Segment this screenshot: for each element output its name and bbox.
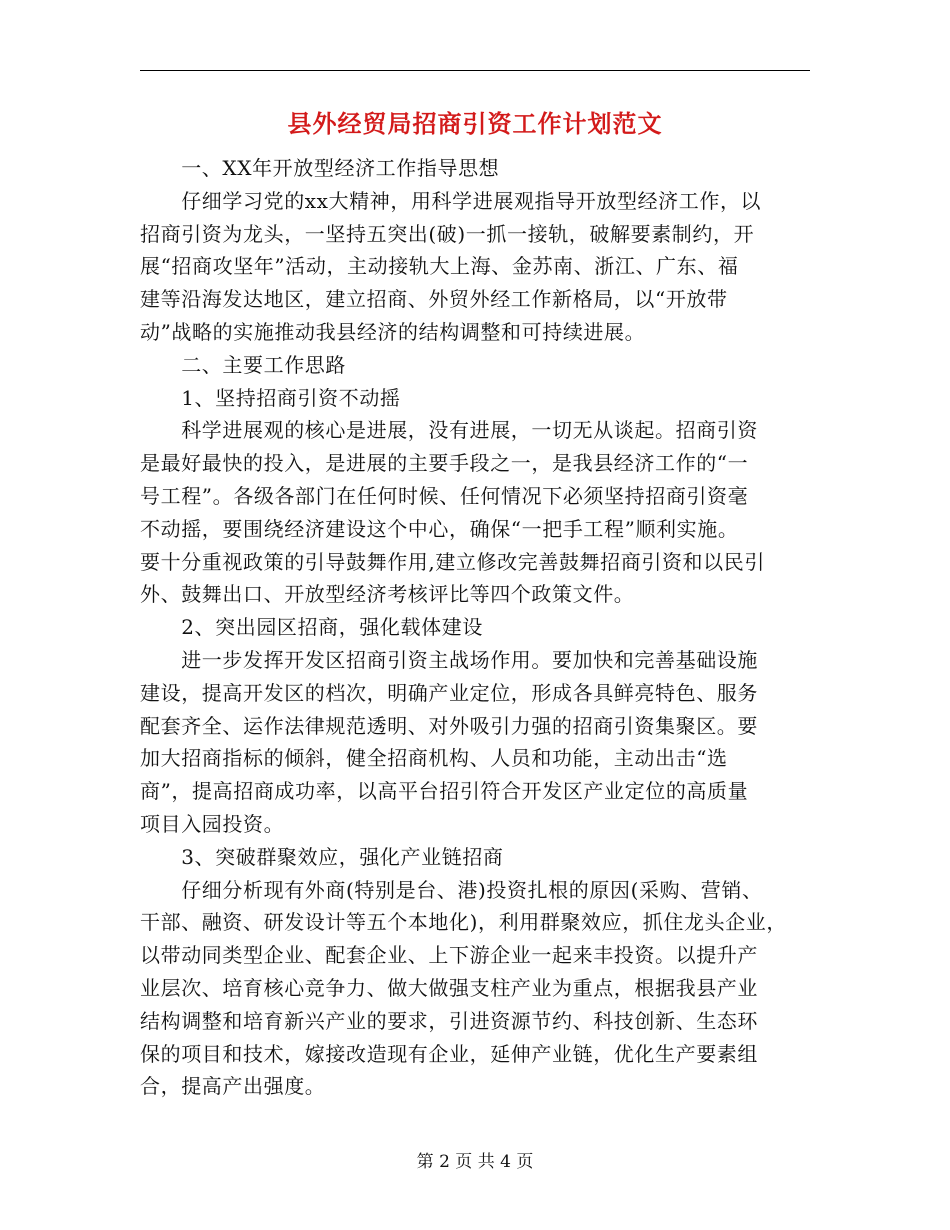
text-line: 一、XX年开放型经济工作指导思想 bbox=[140, 156, 500, 180]
text-line: 加大招商指标的倾斜，健全招商机构、人员和功能，主动出击“选 bbox=[140, 746, 728, 771]
text-line: 外、鼓舞出口、开放型经济考核评比等四个政策文件。 bbox=[140, 582, 635, 607]
text-line: 号工程”。各级各部门在任何时候、任何情况下必须坚持招商引资毫 bbox=[140, 484, 749, 508]
text-line: 3、突破群聚效应，强化产业链招商 bbox=[140, 844, 504, 869]
text-line: 二、主要工作思路 bbox=[140, 352, 346, 377]
text-line: 科学进展观的核心是进展，没有进展，一切无从谈起。招商引资 bbox=[140, 418, 758, 443]
text-line: 仔细学习党的xx大精神，用科学进展观指导开放型经济工作，以 bbox=[140, 188, 762, 213]
text-line: 展“招商攻坚年”活动，主动接轨大上海、金苏南、浙江、广东、福 bbox=[140, 254, 739, 279]
document-title: 县外经贸局招商引资工作计划范文 bbox=[287, 109, 663, 138]
text-line: 动”战略的实施推动我县经济的结构调整和可持续进展。 bbox=[140, 320, 646, 344]
header-rule bbox=[140, 70, 810, 71]
text-line: 配套齐全、运作法律规范透明、对外吸引力强的招商引资集聚区。要 bbox=[140, 713, 758, 738]
text-line: 业层次、培育核心竞争力、做大做强支柱产业为重点，根据我县产业 bbox=[140, 976, 758, 1000]
page-footer: 第 2 页 共 4 页 bbox=[416, 1152, 534, 1172]
text-line: 保的项目和技术，嫁接改造现有企业，延伸产业链，优化生产要素组 bbox=[140, 1041, 758, 1066]
text-line: 1、坚持招商引资不动摇 bbox=[140, 385, 401, 410]
text-line: 干部、融资、研发设计等五个本地化)，利用群聚效应，抓住龙头企业， bbox=[140, 910, 788, 935]
text-line: 是最好最快的投入，是进展的主要手段之一，是我县经济工作的“一 bbox=[140, 451, 749, 476]
text-line: 建等沿海发达地区，建立招商、外贸外经工作新格局，以“开放带 bbox=[140, 287, 728, 312]
text-line: 要十分重视政策的引导鼓舞作用,建立修改完善鼓舞招商引资和以民引 bbox=[140, 549, 765, 574]
text-line: 以带动同类型企业、配套企业、上下游企业一起来丰投资。以提升产 bbox=[140, 943, 758, 968]
text-line: 不动摇，要围绕经济建设这个中心，确保“一把手工程”顺利实施。 bbox=[140, 516, 739, 541]
text-line: 建设，提高开发区的档次，明确产业定位，形成各具鲜亮特色、服务 bbox=[140, 680, 758, 705]
text-line: 进一步发挥开发区招商引资主战场作用。要加快和完善基础设施 bbox=[140, 648, 758, 672]
text-line: 商”，提高招商成功率，以高平台招引符合开发区产业定位的高质量 bbox=[140, 779, 749, 804]
text-line: 2、突出园区招商，强化载体建设 bbox=[140, 615, 483, 640]
text-line: 项目入园投资。 bbox=[140, 812, 285, 836]
text-line: 结构调整和培育新兴产业的要求，引进资源节约、科技创新、生态环 bbox=[140, 1008, 758, 1033]
text-line: 仔细分析现有外商(特别是台、港)投资扎根的原因(采购、营销、 bbox=[140, 877, 763, 902]
text-line: 招商引资为龙头，一坚持五突出(破)一抓一接轨，破解要素制约，开 bbox=[140, 221, 755, 246]
text-line: 合，提高产出强度。 bbox=[140, 1074, 326, 1099]
